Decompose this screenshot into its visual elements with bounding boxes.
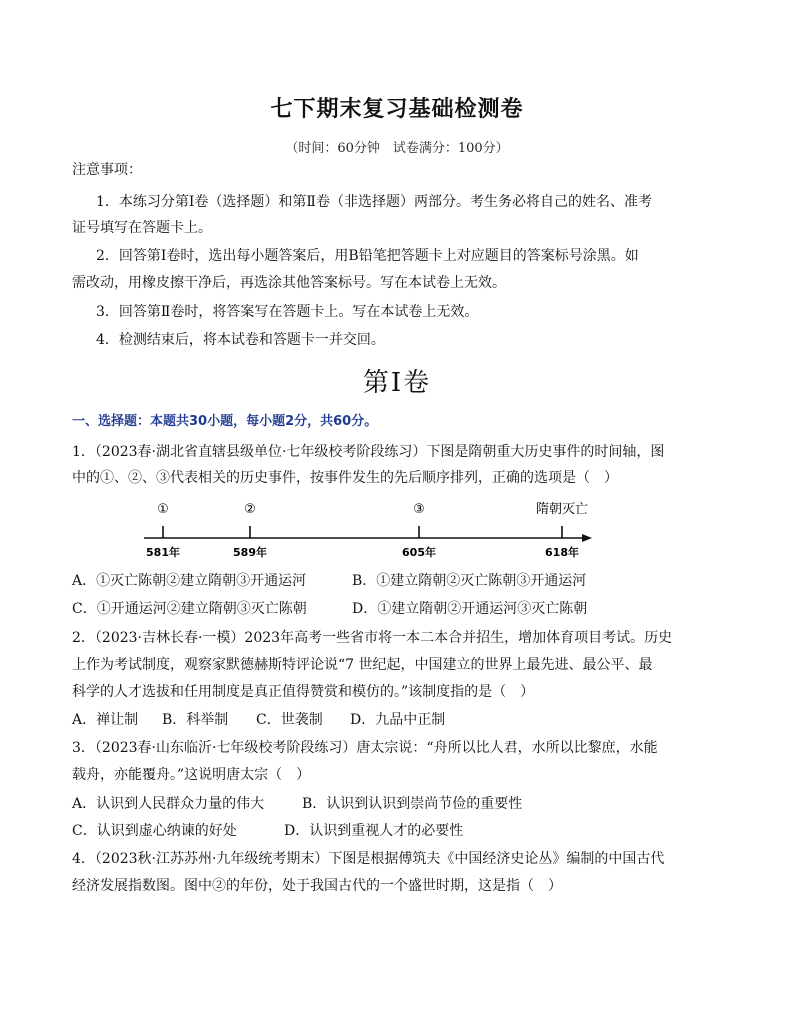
timeline-marker: 隋朝灭亡	[535, 502, 589, 517]
notice-heading: 注意事项：	[72, 162, 142, 178]
timeline-year: 605年	[402, 546, 436, 559]
notice-line: 4．检测结束后，将本试卷和答题卡一并交回。	[96, 332, 385, 348]
question-2-option-a: A．禅让制	[72, 712, 139, 728]
question-3-text: 3．（2023春·山东临沂·七年级校考阶段练习）唐太宗说：“舟所以比人君，水所以比黎庶，水能	[72, 740, 658, 756]
question-3-option-d: D．认识到重视人才的必要性	[284, 823, 464, 839]
question-4-text: 4．（2023秋·江苏苏州·九年级统考期末）下图是根据傅筑夫《中国经济史论丛》编制的中国古代	[72, 851, 665, 867]
sui-timeline-figure	[130, 498, 600, 562]
question-2-text: 上作为考试制度，观察家默德赫斯特评论说“7 世纪起，中国建立的世界上最先进、最公平、最	[72, 657, 653, 673]
question-2-text: 2．（2023·吉林长春·一模）2023年高考一些省市将一本二本合并招生，增加体育项目考试。历史	[72, 630, 673, 646]
question-3-text: 载舟，亦能覆舟。”这说明唐太宗（ ）	[72, 767, 311, 783]
question-1-option-a: A．①灭亡陈朝②建立隋朝③开通运河	[72, 573, 307, 589]
question-3-option-c: C．认识到虚心纳谏的好处	[72, 823, 237, 839]
exam-time-info: （时间：60分钟 试卷满分：100分）	[285, 141, 509, 156]
notice-line: 需改动，用橡皮擦干净后，再选涂其他答案标号。写在本试卷上无效。	[72, 275, 506, 291]
notice-line: 2．回答第Ⅰ卷时，选出每小题答案后，用B铅笔把答题卡上对应题目的答案标号涂黑。如	[96, 248, 639, 264]
timeline-arrowhead	[582, 534, 592, 542]
question-1-option-d: D．①建立隋朝②开通运河③灭亡陈朝	[352, 601, 588, 617]
question-2-option-c: C．世袭制	[256, 712, 323, 728]
timeline-marker: ②	[244, 502, 256, 517]
timeline-year: 581年	[146, 546, 180, 559]
question-1-text: 中的①、②、③代表相关的历史事件，按事件发生的先后顺序排列，正确的选项是（ ）	[72, 470, 618, 486]
question-3-option-b: B．认识到认识到崇尚节俭的重要性	[302, 796, 523, 812]
notice-line: 证号填写在答题卡上。	[72, 220, 212, 236]
notice-line: 3．回答第Ⅱ卷时，将答案写在答题卡上。写在本试卷上无效。	[96, 304, 479, 320]
question-1-option-b: B．①建立隋朝②灭亡陈朝③开通运河	[352, 573, 587, 589]
timeline-year: 589年	[233, 546, 267, 559]
question-1-option-c: C．①开通运河②建立隋朝③灭亡陈朝	[72, 601, 307, 617]
question-4-text: 经济发展指数图。图中②的年份，处于我国古代的一个盛世时期，这是指（ ）	[72, 878, 562, 894]
timeline-marker: ③	[413, 502, 425, 517]
section-instruction: 一、选择题：本题共30小题，每小题2分，共60分。	[72, 414, 378, 429]
question-2-option-b: B．科举制	[162, 712, 229, 728]
question-3-option-a: A．认识到人民群众力量的伟大	[72, 796, 265, 812]
section-title: 第Ⅰ卷	[362, 368, 432, 398]
page-title: 七下期末复习基础检测卷	[270, 97, 524, 122]
question-1-text: 1．（2023春·湖北省直辖县级单位·七年级校考阶段练习）下图是隋朝重大历史事件的时间轴，图	[72, 444, 665, 460]
question-2-text: 科学的人才选拔和任用制度是真正值得赞赏和模仿的。”该制度指的是（ ）	[72, 684, 535, 700]
question-2-option-d: D．九品中正制	[350, 712, 446, 728]
timeline-marker: ①	[157, 502, 169, 517]
notice-line: 1．本练习分第Ⅰ卷（选择题）和第Ⅱ卷（非选择题）两部分。考生务必将自己的姓名、准考	[96, 194, 652, 210]
timeline-year: 618年	[545, 546, 579, 559]
